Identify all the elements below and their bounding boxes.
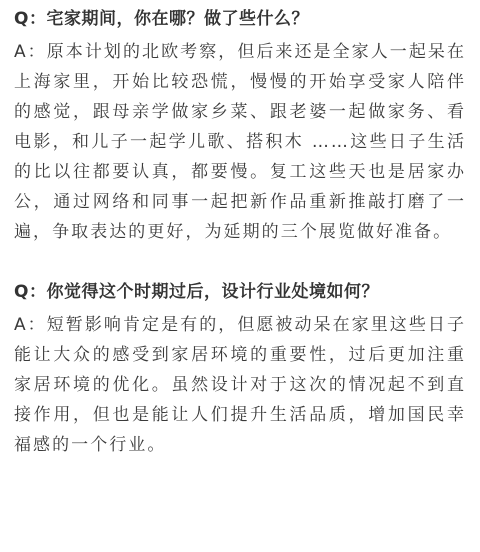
question-1: Q：宅家期间，你在哪？做了些什么？: [14, 9, 309, 29]
answer-1: A：原本计划的北欧考察，但后来还是全家人一起呆在上海家里，开始比较恐慌，慢慢的开始享受家人陪伴的感觉，跟母亲学做家乡菜、跟老婆一起做家务、看电影，和儿子一起学儿歌、搭积木 ……这些日子生活的比以往都要认真，都要慢。复工这些天也是居家办公，通过网络和同事一起把新作品重新推敲打磨了一遍，争取表达的更好，为延期的三个展览做好准备。: [14, 42, 466, 242]
answer-2: A：短暂影响肯定是有的，但愿被动呆在家里这些日子能让大众的感受到家居环境的重要性，过后更加注重家居环境的优化。虽然设计对于这次的情况起不到直接作用，但也是能让人们提升生活品质，增加国民幸福感的一个行业。: [14, 315, 466, 455]
question-2: Q：你觉得这个时期过后，设计行业处境如何？: [14, 282, 379, 302]
qa-block-1: [14, 4, 466, 247]
qa-block-2: [14, 277, 466, 460]
